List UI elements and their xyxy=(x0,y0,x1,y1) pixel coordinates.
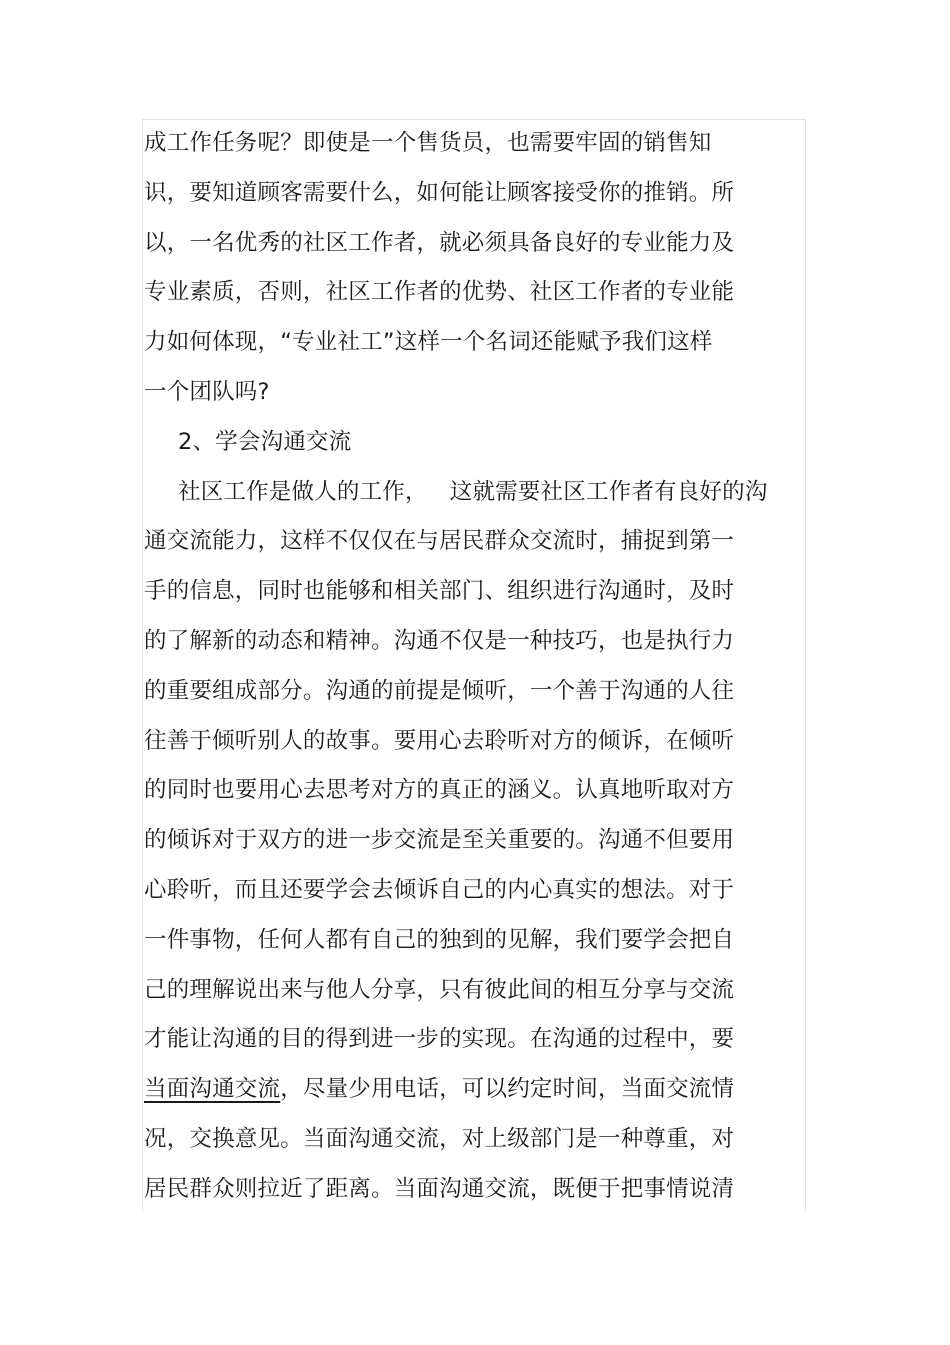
text-line: 通交流能力，这样不仅仅在与居民群众交流时，捕捉到第一 xyxy=(144,528,735,555)
underlined-phrase: 当面沟通交流 xyxy=(144,1076,281,1103)
text-line: 以，一名优秀的社区工作者，就必须具备良好的专业能力及 xyxy=(144,229,735,256)
text-line: 手的信息，同时也能够和相关部门、组织进行沟通时，及时 xyxy=(144,578,735,605)
text-line: 况，交换意见。当面沟通交流，对上级部门是一种尊重，对 xyxy=(144,1125,735,1152)
text-line: 识，要知道顾客需要什么，如何能让顾客接受你的推销。所 xyxy=(144,179,735,206)
text-line: 往善于倾听别人的故事。要用心去聆听对方的倾诉，在倾听 xyxy=(144,727,735,754)
text-line: 才能让沟通的目的得到进一步的实现。在沟通的过程中，要 xyxy=(144,1026,735,1053)
text-line: 的同时也要用心去思考对方的真正的涵义。认真地听取对方 xyxy=(144,777,735,804)
text-line: 一件事物，任何人都有自己的独到的见解，我们要学会把自 xyxy=(144,926,735,953)
text-line-with-underline xyxy=(144,1065,784,1115)
text-line: 专业素质，否则，社区工作者的优势、社区工作者的专业能 xyxy=(144,279,735,306)
text-line-rest: ，尽量少用电话，可以约定时间，当面交流情 xyxy=(280,1076,735,1103)
text-line: 居民群众则拉近了距离。当面沟通交流，既便于把事情说清 xyxy=(144,1175,735,1202)
text-line: 的倾诉对于双方的进一步交流是至关重要的。沟通不但要用 xyxy=(144,827,735,854)
section-heading: 2、学会沟通交流 xyxy=(178,428,352,455)
text-line: 的重要组成部分。沟通的前提是倾听，一个善于沟通的人往 xyxy=(144,677,735,704)
text-line: 力如何体现，“专业社工”这样一个名词还能赋予我们这样 xyxy=(144,329,713,356)
text-line: 己的理解说出来与他人分享，只有彼此间的相互分享与交流 xyxy=(144,976,735,1003)
paragraph-start: 社区工作是做人的工作， 这就需要社区工作者有良好的沟 xyxy=(178,478,768,505)
document-body xyxy=(144,119,784,1215)
text-line: 的了解新的动态和精神。沟通不仅是一种技巧，也是执行力 xyxy=(144,627,735,654)
text-line: 一个团队吗? xyxy=(144,378,270,405)
text-line: 成工作任务呢？即使是一个售货员，也需要牢固的销售知 xyxy=(144,130,712,156)
text-line: 心聆听，而且还要学会去倾诉自己的内心真实的想法。对于 xyxy=(144,876,735,903)
